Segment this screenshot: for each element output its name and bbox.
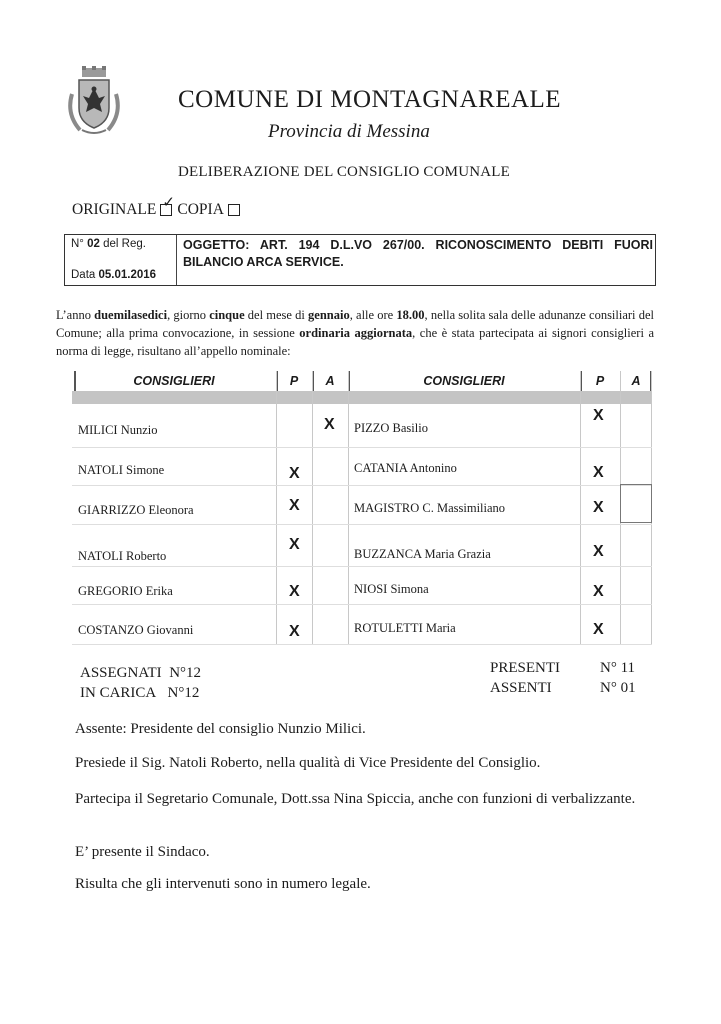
col-absent-right: A: [631, 374, 641, 388]
present-label: PRESENTI: [490, 660, 561, 676]
col-councillors-left: CONSIGLIERI: [133, 374, 215, 388]
present-mark: X: [593, 499, 604, 516]
col-councillors-right: CONSIGLIERI: [423, 374, 505, 388]
note-mayor-present: E’ presente il Sindaco.: [75, 844, 210, 860]
attendance-table: [72, 371, 652, 645]
row-line: [72, 604, 652, 605]
subject-text: OGGETTO: ART. 194 D.L.VO 267/00. RICONOSCIMENTO DEBITI FUORI BILANCIO ARCA SERVICE.: [183, 238, 653, 269]
highlight-box: [620, 484, 652, 523]
present-mark: X: [289, 623, 300, 640]
registration-box: [64, 234, 656, 286]
councillor-name: MILICI Nunzio: [78, 423, 158, 437]
present-mark: X: [593, 583, 604, 600]
present-mark: X: [289, 583, 300, 600]
assigned-count: ASSEGNATI N°12: [80, 665, 202, 681]
councillor-name: COSTANZO Giovanni: [78, 623, 194, 637]
note-secretary: Partecipa il Segretario Comunale, Dott.ssa Nina Spiccia, anche con funzioni di verbalizzante.: [75, 791, 636, 807]
councillor-name: GIARRIZZO Eleonora: [78, 503, 194, 517]
note-presiding: Presiede il Sig. Natoli Roberto, nella qualità di Vice Presidente del Consiglio.: [75, 755, 541, 771]
row-line: [72, 447, 652, 448]
deliberation-date: Data 05.01.2016: [71, 269, 157, 281]
row-line: [72, 485, 652, 486]
copy-label: COPIA: [177, 201, 224, 218]
councillor-name: GREGORIO Erika: [78, 584, 173, 598]
councillor-name: NATOLI Simone: [78, 463, 165, 477]
row-line: [72, 566, 652, 567]
original-label: ORIGINALE: [72, 201, 157, 218]
header-band: [72, 391, 652, 404]
col-present-left: P: [289, 374, 299, 388]
original-checkbox[interactable]: [160, 195, 175, 216]
present-mark: X: [593, 621, 604, 638]
present-mark: X: [289, 497, 300, 514]
col-present-right: P: [595, 374, 605, 388]
present-mark: X: [289, 536, 300, 553]
row-line: [72, 524, 652, 525]
councillor-name: CATANIA Antonino: [354, 461, 457, 475]
present-mark: X: [289, 465, 300, 482]
councillor-name: ROTULETTI Maria: [354, 621, 456, 635]
document-type: DELIBERAZIONE DEL CONSIGLIO COMUNALE: [178, 164, 511, 180]
intro-paragraph: L’anno duemilasedici, giorno cinque del mese di gennaio, alle ore 18.00, nella solita sala delle adunanze consiliari del Comune; alla prima convocazione, in sessione ordinaria aggiornata, che è stata partecipata ai signori consiglieri a norma di legge, risultano all’appello nominale:: [56, 308, 654, 358]
councillor-name: BUZZANCA Maria Grazia: [354, 547, 491, 561]
in-office-count: IN CARICA N°12: [80, 685, 200, 701]
header-separator: [74, 371, 76, 391]
councillor-name: NIOSI Simona: [354, 582, 429, 596]
note-quorum: Risulta che gli intervenuti sono in numero legale.: [75, 876, 371, 892]
present-mark: X: [593, 407, 604, 424]
copy-checkbox[interactable]: [228, 204, 240, 216]
row-line: [72, 644, 652, 645]
present-mark: X: [593, 543, 604, 560]
col-absent-left: A: [325, 374, 335, 388]
councillor-name: NATOLI Roberto: [78, 549, 167, 563]
municipality-title: COMUNE DI MONTAGNAREALE: [178, 86, 562, 113]
councillor-name: PIZZO Basilio: [354, 421, 428, 435]
registration-divider: [176, 235, 177, 285]
copy-type-selector: [72, 195, 245, 219]
present-count: N° 11: [600, 660, 636, 676]
absent-count: N° 01: [600, 680, 636, 696]
coat-of-arms-icon: [62, 64, 126, 140]
note-absent-president: Assente: Presidente del consiglio Nunzio Milici.: [75, 721, 366, 737]
register-number: N° 02 del Reg.: [71, 238, 146, 250]
absent-mark: X: [324, 416, 335, 433]
checkmark-icon: ✓: [162, 195, 175, 211]
councillor-name: MAGISTRO C. Massimiliano: [354, 501, 506, 515]
province-subtitle: Provincia di Messina: [268, 121, 430, 142]
present-mark: X: [593, 464, 604, 481]
absent-label: ASSENTI: [490, 680, 552, 696]
